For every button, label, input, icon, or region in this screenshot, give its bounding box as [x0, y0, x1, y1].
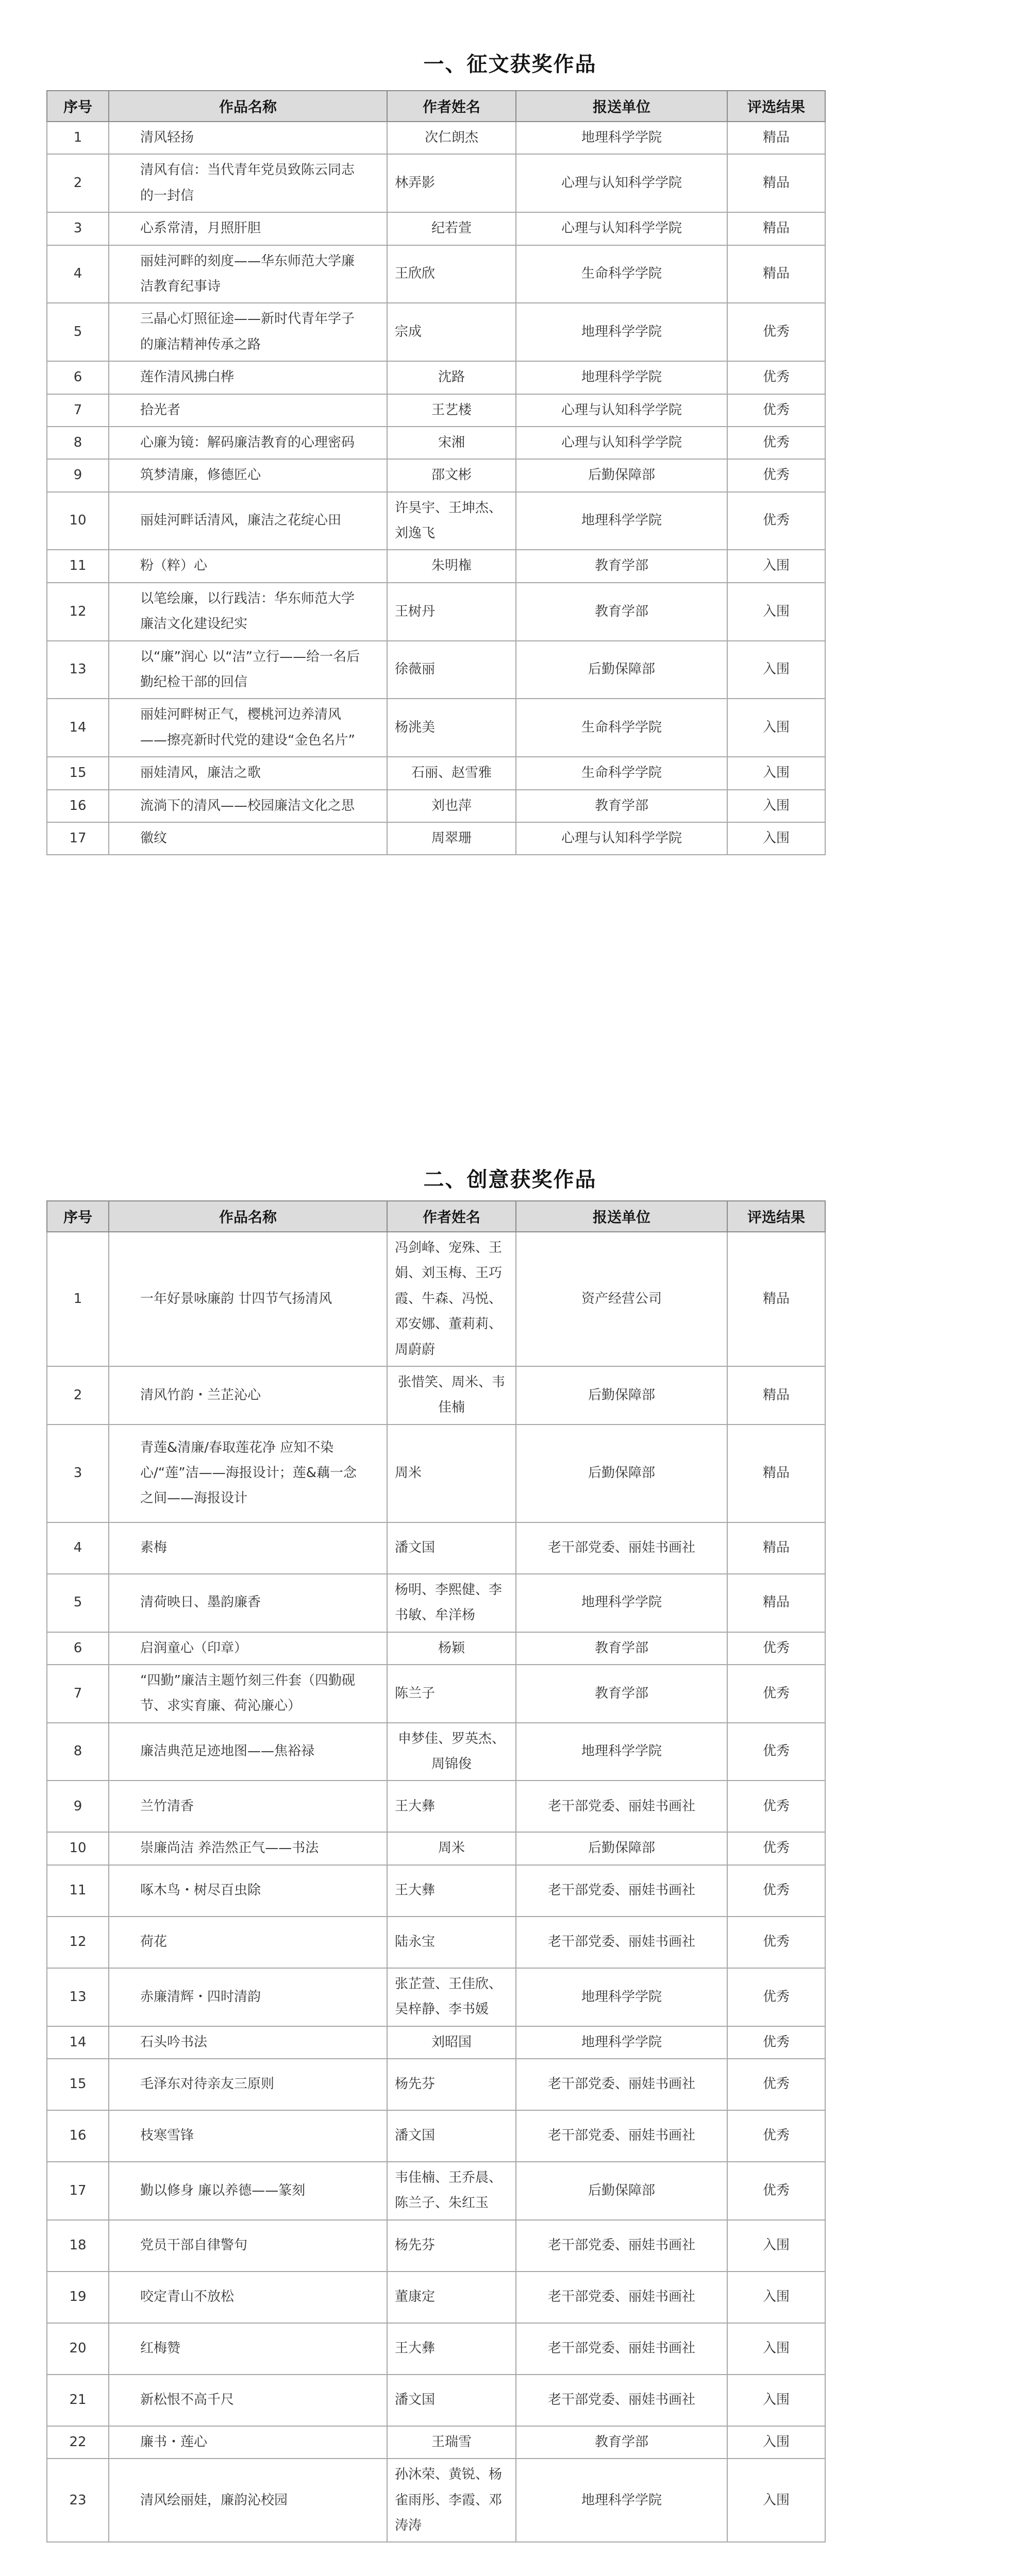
cell-result: 入围: [727, 2323, 825, 2375]
table-row: [47, 2162, 825, 2220]
cell-result: 优秀: [727, 1665, 825, 1723]
cell-unit: 生命科学学院: [516, 245, 727, 303]
table-row: [47, 1723, 825, 1781]
table-row: [47, 1832, 825, 1865]
table-row: [47, 1865, 825, 1917]
cell-name: 赤廉清辉・四时清韵: [109, 1968, 387, 2026]
section-title: 一、征文获奖作品: [423, 52, 597, 76]
cell-name: 兰竹清香: [109, 1781, 387, 1832]
cell-author: 杨先芬: [387, 2220, 516, 2272]
cell-result: 优秀: [727, 2059, 825, 2110]
cell-result: 入围: [727, 757, 825, 789]
cell-name: 青莲&清廉/春取莲花净 应知不染心/“莲”洁——海报设计；莲&藕一念之间——海报设计: [109, 1425, 387, 1522]
cell-author: 冯剑峰、宠殊、王娟、刘玉梅、王巧霞、牛森、冯悦、邓安娜、董莉莉、周蔚蔚: [387, 1232, 516, 1366]
cell-index: 3: [47, 212, 109, 245]
cell-author: 许昊宇、王坤杰、刘逸飞: [387, 492, 516, 550]
cell-name: 莲作清风拂白桦: [109, 361, 387, 394]
table-row: [47, 2110, 825, 2162]
cell-index: 13: [47, 641, 109, 699]
cell-unit: 地理科学学院: [516, 1968, 727, 2026]
cell-author: 宋湘: [387, 427, 516, 459]
cell-name: 拾光者: [109, 394, 387, 427]
cell-unit: 心理与认知科学学院: [516, 822, 727, 855]
cell-unit: 老干部党委、丽娃书画社: [516, 2272, 727, 2323]
cell-result: 入围: [727, 699, 825, 757]
cell-name: 石头吟书法: [109, 2026, 387, 2059]
cell-unit: 资产经营公司: [516, 1232, 727, 1366]
table-row: [47, 2459, 825, 2542]
cell-result: 优秀: [727, 394, 825, 427]
cell-index: 6: [47, 361, 109, 394]
cell-result: 优秀: [727, 427, 825, 459]
cell-result: 入围: [727, 790, 825, 822]
cell-name: 一年好景咏廉韵 廿四节气扬清风: [109, 1232, 387, 1366]
header-unit: 报送单位: [516, 91, 727, 122]
cell-unit: 后勤保障部: [516, 1366, 727, 1425]
cell-author: 王艺楼: [387, 394, 516, 427]
table-header-row: [47, 91, 825, 122]
cell-index: 8: [47, 427, 109, 459]
table-row: [47, 1917, 825, 1968]
cell-index: 9: [47, 459, 109, 492]
cell-name: 启润童心（印章）: [109, 1632, 387, 1665]
table-row: [47, 303, 825, 361]
header-name: 作品名称: [109, 1201, 387, 1232]
table-row: [47, 1632, 825, 1665]
cell-result: 精品: [727, 212, 825, 245]
cell-author: 杨先芬: [387, 2059, 516, 2110]
table-row: [47, 2059, 825, 2110]
cell-unit: 地理科学学院: [516, 2459, 727, 2542]
cell-result: 优秀: [727, 1968, 825, 2026]
cell-result: 入围: [727, 583, 825, 641]
cell-index: 8: [47, 1723, 109, 1781]
cell-index: 12: [47, 583, 109, 641]
cell-name: 流淌下的清风——校园廉洁文化之思: [109, 790, 387, 822]
cell-name: 丽娃河畔的刻度——华东师范大学廉洁教育纪事诗: [109, 245, 387, 303]
cell-result: 入围: [727, 2426, 825, 2459]
cell-unit: 地理科学学院: [516, 122, 727, 154]
cell-index: 3: [47, 1425, 109, 1522]
award-table: [46, 90, 826, 855]
cell-author: 陆永宝: [387, 1917, 516, 1968]
cell-name: 清荷映日、墨韵廉香: [109, 1574, 387, 1632]
cell-author: 刘昭国: [387, 2026, 516, 2059]
cell-author: 邵文彬: [387, 459, 516, 492]
cell-name: 以“廉”润心 以“洁”立行——给一名后勤纪检干部的回信: [109, 641, 387, 699]
cell-author: 纪若萱: [387, 212, 516, 245]
cell-author: 韦佳楠、王乔晨、陈兰子、朱红玉: [387, 2162, 516, 2220]
cell-result: 优秀: [727, 1781, 825, 1832]
cell-index: 18: [47, 2220, 109, 2272]
cell-author: 陈兰子: [387, 1665, 516, 1723]
cell-result: 入围: [727, 2272, 825, 2323]
cell-unit: 老干部党委、丽娃书画社: [516, 2110, 727, 2162]
cell-result: 优秀: [727, 2026, 825, 2059]
cell-index: 5: [47, 303, 109, 361]
cell-index: 6: [47, 1632, 109, 1665]
cell-unit: 教育学部: [516, 1632, 727, 1665]
cell-result: 优秀: [727, 1917, 825, 1968]
cell-index: 2: [47, 1366, 109, 1425]
cell-name: 清风竹韵・兰芷沁心: [109, 1366, 387, 1425]
cell-name: 粉（粹）心: [109, 550, 387, 582]
table-row: [47, 1574, 825, 1632]
cell-author: 王树丹: [387, 583, 516, 641]
cell-author: 周米: [387, 1832, 516, 1865]
table-header-row: [47, 1201, 825, 1232]
cell-result: 优秀: [727, 459, 825, 492]
cell-author: 徐薇丽: [387, 641, 516, 699]
cell-name: 丽娃河畔话清风，廉洁之花绽心田: [109, 492, 387, 550]
cell-result: 精品: [727, 1232, 825, 1366]
cell-author: 王大彝: [387, 1865, 516, 1917]
cell-author: 宗成: [387, 303, 516, 361]
cell-author: 潘文国: [387, 2110, 516, 2162]
cell-name: 新松恨不高千尺: [109, 2375, 387, 2426]
cell-result: 入围: [727, 2375, 825, 2426]
cell-name: 丽娃清风，廉洁之歌: [109, 757, 387, 789]
header-unit: 报送单位: [516, 1201, 727, 1232]
cell-result: 精品: [727, 1425, 825, 1522]
cell-result: 优秀: [727, 2110, 825, 2162]
table-row: [47, 2426, 825, 2459]
cell-index: 1: [47, 1232, 109, 1366]
table-row: [47, 459, 825, 492]
cell-author: 刘也萍: [387, 790, 516, 822]
cell-author: 董康定: [387, 2272, 516, 2323]
table-row: [47, 1366, 825, 1425]
cell-name: 咬定青山不放松: [109, 2272, 387, 2323]
cell-author: 潘文国: [387, 2375, 516, 2426]
table-row: [47, 757, 825, 789]
cell-result: 优秀: [727, 492, 825, 550]
cell-index: 5: [47, 1574, 109, 1632]
cell-result: 精品: [727, 1574, 825, 1632]
cell-unit: 老干部党委、丽娃书画社: [516, 1522, 727, 1574]
cell-unit: 老干部党委、丽娃书画社: [516, 1781, 727, 1832]
cell-index: 16: [47, 790, 109, 822]
cell-name: 枝寒雪锋: [109, 2110, 387, 2162]
cell-result: 精品: [727, 154, 825, 212]
cell-index: 21: [47, 2375, 109, 2426]
cell-unit: 教育学部: [516, 790, 727, 822]
table-row: [47, 1968, 825, 2026]
cell-unit: 老干部党委、丽娃书画社: [516, 1865, 727, 1917]
cell-name: 素梅: [109, 1522, 387, 1574]
cell-index: 2: [47, 154, 109, 212]
cell-result: 优秀: [727, 1865, 825, 1917]
cell-index: 7: [47, 394, 109, 427]
cell-unit: 后勤保障部: [516, 1832, 727, 1865]
cell-name: 廉书・莲心: [109, 2426, 387, 2459]
cell-result: 优秀: [727, 1723, 825, 1781]
cell-index: 15: [47, 757, 109, 789]
cell-result: 入围: [727, 550, 825, 582]
cell-name: 啄木鸟・树尽百虫除: [109, 1865, 387, 1917]
table-row: [47, 1665, 825, 1723]
header-result: 评选结果: [727, 1201, 825, 1232]
cell-index: 14: [47, 2026, 109, 2059]
cell-author: 周米: [387, 1425, 516, 1522]
table-row: [47, 2026, 825, 2059]
cell-result: 入围: [727, 641, 825, 699]
header-index: 序号: [47, 91, 109, 122]
cell-result: 精品: [727, 122, 825, 154]
cell-unit: 地理科学学院: [516, 492, 727, 550]
cell-author: 周翠珊: [387, 822, 516, 855]
cell-unit: 心理与认知科学学院: [516, 212, 727, 245]
cell-unit: 地理科学学院: [516, 361, 727, 394]
table-row: [47, 2323, 825, 2375]
cell-author: 王瑞雪: [387, 2426, 516, 2459]
cell-author: 次仁朗杰: [387, 122, 516, 154]
cell-result: 优秀: [727, 361, 825, 394]
table-row: [47, 1781, 825, 1832]
cell-author: 王欣欣: [387, 245, 516, 303]
header-result: 评选结果: [727, 91, 825, 122]
cell-author: 杨颖: [387, 1632, 516, 1665]
table-row: [47, 122, 825, 154]
table-row: [47, 822, 825, 855]
table-row: [47, 1425, 825, 1522]
cell-unit: 心理与认知科学学院: [516, 154, 727, 212]
header-author: 作者姓名: [387, 1201, 516, 1232]
cell-result: 精品: [727, 245, 825, 303]
cell-unit: 地理科学学院: [516, 303, 727, 361]
cell-unit: 地理科学学院: [516, 1723, 727, 1781]
cell-unit: 老干部党委、丽娃书画社: [516, 1917, 727, 1968]
cell-index: 11: [47, 1865, 109, 1917]
cell-name: 清风轻扬: [109, 122, 387, 154]
cell-author: 石丽、赵雪雅: [387, 757, 516, 789]
table-row: [47, 427, 825, 459]
cell-unit: 教育学部: [516, 583, 727, 641]
cell-name: 勤以修身 廉以养德——篆刻: [109, 2162, 387, 2220]
cell-unit: 老干部党委、丽娃书画社: [516, 2375, 727, 2426]
cell-unit: 心理与认知科学学院: [516, 427, 727, 459]
cell-name: 清风绘丽娃，廉韵沁校园: [109, 2459, 387, 2542]
table-row: [47, 2272, 825, 2323]
table-row: [47, 394, 825, 427]
cell-result: 优秀: [727, 303, 825, 361]
cell-index: 11: [47, 550, 109, 582]
cell-author: 孙沐荣、黄锐、杨雀雨彤、李霞、邓涛涛: [387, 2459, 516, 2542]
cell-name: 心系常清，月照肝胆: [109, 212, 387, 245]
table-row: [47, 212, 825, 245]
cell-unit: 后勤保障部: [516, 641, 727, 699]
cell-index: 17: [47, 822, 109, 855]
table-row: [47, 641, 825, 699]
cell-result: 入围: [727, 822, 825, 855]
cell-name: “四勤”廉洁主题竹刻三件套（四勤砚节、求实育廉、荷沁廉心）: [109, 1665, 387, 1723]
cell-index: 15: [47, 2059, 109, 2110]
cell-name: 毛泽东对待亲友三原则: [109, 2059, 387, 2110]
cell-result: 入围: [727, 2459, 825, 2542]
cell-index: 1: [47, 122, 109, 154]
cell-name: 廉洁典范足迹地图——焦裕禄: [109, 1723, 387, 1781]
cell-result: 优秀: [727, 2162, 825, 2220]
cell-author: 王大彝: [387, 2323, 516, 2375]
cell-author: 杨洮美: [387, 699, 516, 757]
header-index: 序号: [47, 1201, 109, 1232]
cell-result: 优秀: [727, 1832, 825, 1865]
cell-name: 心廉为镜：解码廉洁教育的心理密码: [109, 427, 387, 459]
table-row: [47, 1232, 825, 1366]
cell-unit: 生命科学学院: [516, 757, 727, 789]
cell-index: 14: [47, 699, 109, 757]
cell-result: 精品: [727, 1366, 825, 1425]
cell-name: 荷花: [109, 1917, 387, 1968]
cell-index: 17: [47, 2162, 109, 2220]
cell-author: 张惜笑、周米、韦佳楠: [387, 1366, 516, 1425]
cell-name: 以笔绘廉，以行践洁：华东师范大学廉洁文化建设纪实: [109, 583, 387, 641]
cell-author: 杨明、李熙健、李书敏、牟洋杨: [387, 1574, 516, 1632]
cell-index: 16: [47, 2110, 109, 2162]
cell-result: 优秀: [727, 1632, 825, 1665]
cell-index: 7: [47, 1665, 109, 1723]
cell-index: 13: [47, 1968, 109, 2026]
cell-unit: 教育学部: [516, 550, 727, 582]
table-row: [47, 492, 825, 550]
table-row: [47, 245, 825, 303]
cell-author: 张芷萱、王佳欣、吴梓静、李书媛: [387, 1968, 516, 2026]
cell-author: 王大彝: [387, 1781, 516, 1832]
cell-unit: 生命科学学院: [516, 699, 727, 757]
cell-unit: 老干部党委、丽娃书画社: [516, 2220, 727, 2272]
table-row: [47, 2375, 825, 2426]
award-table: [46, 1200, 826, 2543]
cell-index: 20: [47, 2323, 109, 2375]
cell-name: 红梅赞: [109, 2323, 387, 2375]
cell-index: 12: [47, 1917, 109, 1968]
cell-unit: 老干部党委、丽娃书画社: [516, 2323, 727, 2375]
cell-name: 清风有信：当代青年党员致陈云同志的一封信: [109, 154, 387, 212]
cell-index: 10: [47, 492, 109, 550]
cell-author: 沈路: [387, 361, 516, 394]
table-row: [47, 361, 825, 394]
cell-unit: 地理科学学院: [516, 2026, 727, 2059]
cell-result: 精品: [727, 1522, 825, 1574]
cell-unit: 后勤保障部: [516, 459, 727, 492]
cell-name: 丽娃河畔树正气，樱桃河边养清风——擦亮新时代党的建设“金色名片”: [109, 699, 387, 757]
section-title: 二、创意获奖作品: [423, 1167, 597, 1192]
cell-index: 10: [47, 1832, 109, 1865]
table-row: [47, 699, 825, 757]
table-row: [47, 154, 825, 212]
cell-index: 4: [47, 1522, 109, 1574]
cell-unit: 教育学部: [516, 2426, 727, 2459]
cell-unit: 心理与认知科学学院: [516, 394, 727, 427]
cell-name: 崇廉尚洁 养浩然正气——书法: [109, 1832, 387, 1865]
table-row: [47, 790, 825, 822]
cell-index: 4: [47, 245, 109, 303]
cell-name: 党员干部自律警句: [109, 2220, 387, 2272]
cell-name: 三晶心灯照征途——新时代青年学子的廉洁精神传承之路: [109, 303, 387, 361]
cell-name: 徽纹: [109, 822, 387, 855]
cell-unit: 地理科学学院: [516, 1574, 727, 1632]
cell-result: 入围: [727, 2220, 825, 2272]
cell-index: 22: [47, 2426, 109, 2459]
cell-unit: 后勤保障部: [516, 1425, 727, 1522]
cell-unit: 教育学部: [516, 1665, 727, 1723]
table-row: [47, 2220, 825, 2272]
cell-author: 潘文国: [387, 1522, 516, 1574]
cell-index: 9: [47, 1781, 109, 1832]
cell-author: 申梦佳、罗英杰、周锦俊: [387, 1723, 516, 1781]
table-row: [47, 583, 825, 641]
cell-author: 林弄影: [387, 154, 516, 212]
header-author: 作者姓名: [387, 91, 516, 122]
cell-name: 筑梦清廉，修德匠心: [109, 459, 387, 492]
table-row: [47, 1522, 825, 1574]
header-name: 作品名称: [109, 91, 387, 122]
table-row: [47, 550, 825, 582]
cell-unit: 老干部党委、丽娃书画社: [516, 2059, 727, 2110]
cell-author: 朱明権: [387, 550, 516, 582]
cell-index: 19: [47, 2272, 109, 2323]
cell-index: 23: [47, 2459, 109, 2542]
cell-unit: 后勤保障部: [516, 2162, 727, 2220]
